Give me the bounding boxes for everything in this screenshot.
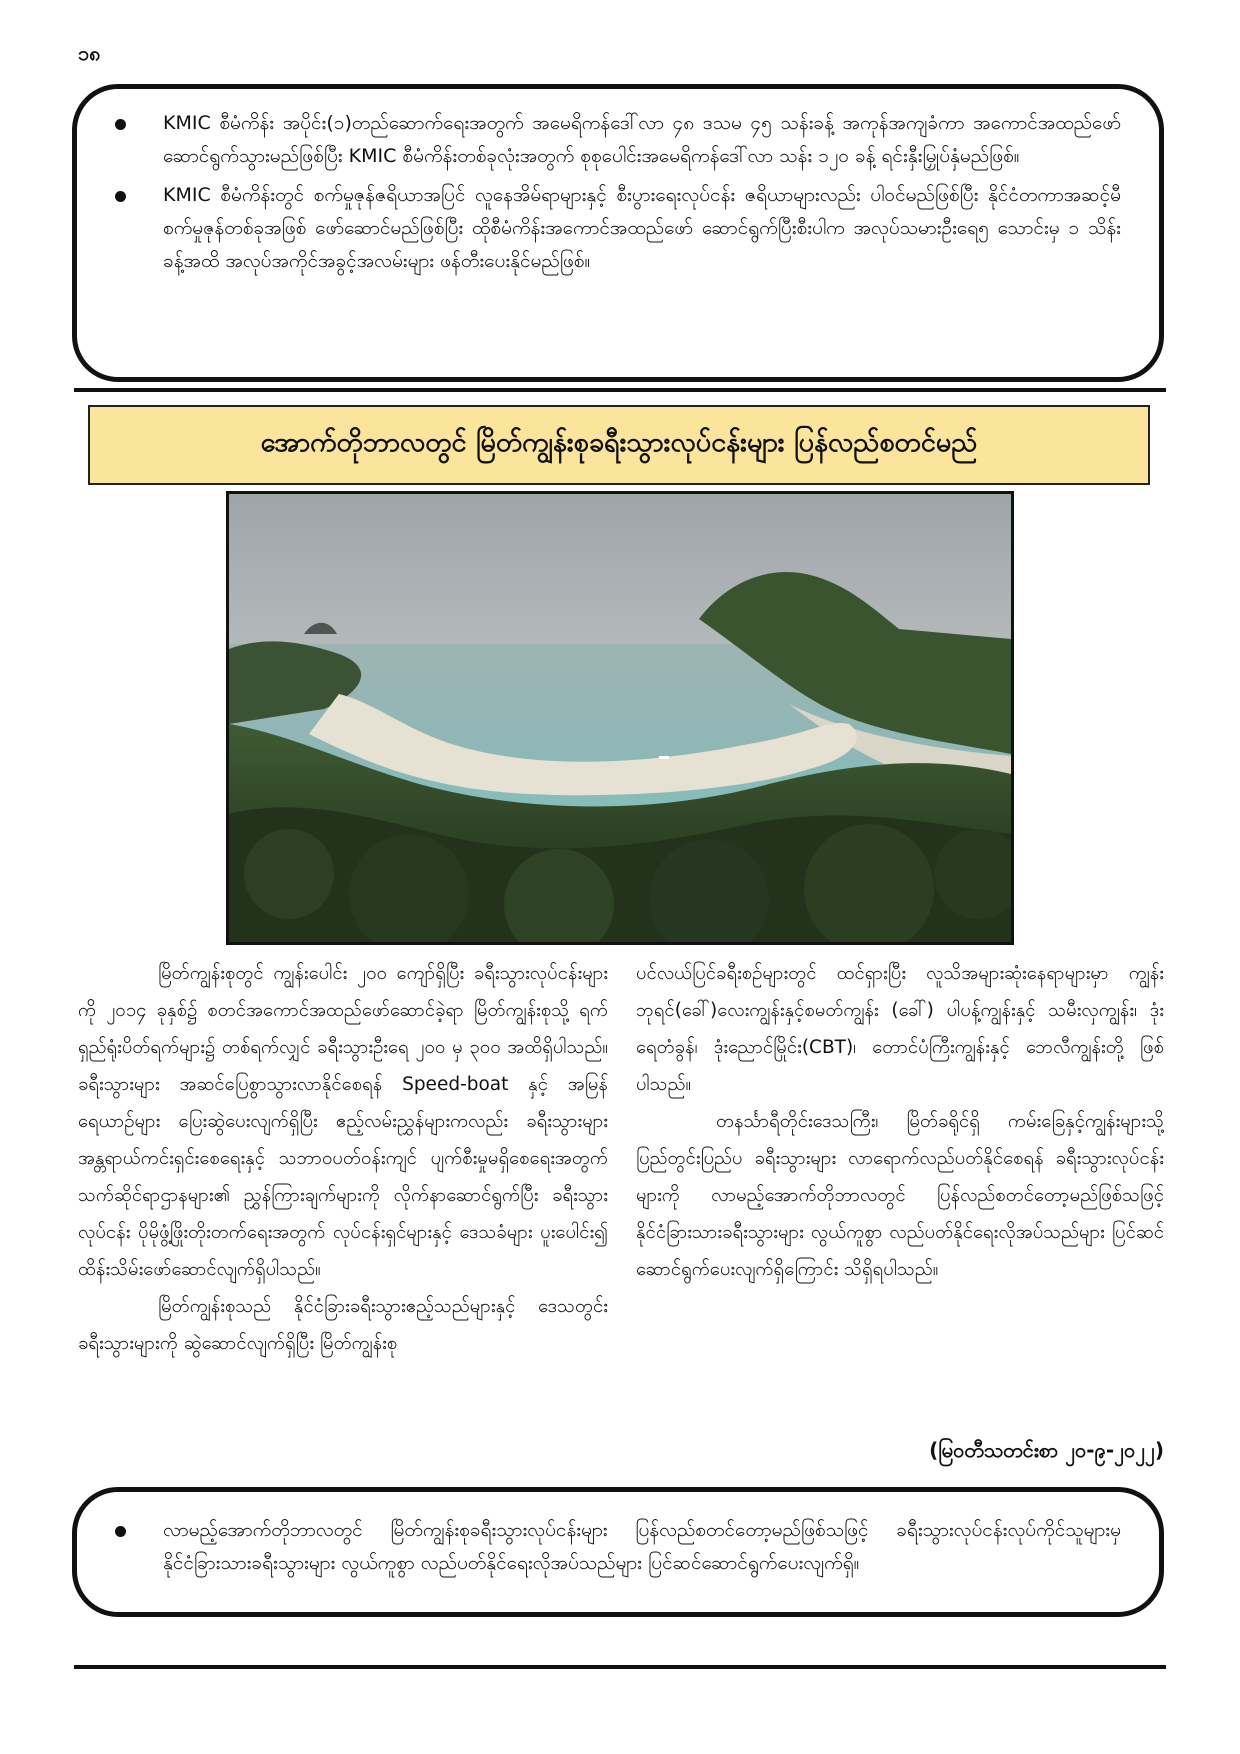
- summary-box-bottom: [72, 1487, 1164, 1617]
- article-paragraph: တနင်္သာရီတိုင်းဒေသကြီး၊ မြိတ်ခရိုင်ရှိ ကမ်းခြေနှင့်ကျွန်းများသို့ ပြည်တွင်းပြည်ပ ခရီးသွားများ လာရောက်လည်ပတ်နိုင်စေရန် ခရီးသွားလုပ်ငန်းများကို လာမည့်အောက်တိုဘာလတွင် ပြန်လည်စတင်တော့မည်ဖြစ်သဖြင့် နိုင်ငံခြားသားခရီးသွားများ လွယ်ကူစွာ လည်ပတ်နိုင်ရေးလိုအပ်သည်များ ပြင်ဆင်ဆောင်ရွက်ပေးလျက်ရှိကြောင်း သိရှိရပါသည်။: [636, 1111, 1164, 1280]
- article-column-right: [636, 955, 1164, 1288]
- bullet-dot-icon: [115, 119, 126, 130]
- article-paragraph: မြိတ်ကျွန်းစုသည် နိုင်ငံခြားခရီးသွားဧည့်သည်များနှင့် ဒေသတွင်းခရီးသွားများကို ဆွဲဆောင်လျက်ရှိပြီး မြိတ်ကျွန်းစု: [78, 1296, 608, 1354]
- bay-photo: [226, 491, 1014, 945]
- section-divider: [74, 388, 1166, 392]
- summary-bullet: [111, 1514, 1121, 1580]
- bullet-dot-icon: [115, 1526, 126, 1537]
- summary-bullet: [111, 179, 1121, 278]
- article-paragraph: မြိတ်ကျွန်းစုတွင် ကျွန်းပေါင်း ၂၀၀ ကျော်ရှိပြီး ခရီးသွားလုပ်ငန်းများကို ၂၀၁၄ ခုနှစ်၌ စတင်အကောင်အထည်ဖော်ဆောင်ခဲ့ရာ မြိတ်ကျွန်းစုသို့ ရက်ရှည်ရုံးပိတ်ရက်များ၌ တစ်ရက်လျှင် ခရီးသွားဦးရေ ၂၀၀ မှ ၃၀၀ အထိရှိပါသည်။ ခရီးသွားများ အဆင်ပြေစွာသွားလာနိုင်စေရန် Speed-boat နှင့် အမြန်ရေယာဉ်များ ပြေးဆွဲပေးလျက်ရှိပြီး ဧည့်လမ်းညွှန်များကလည်း ခရီးသွားများ အန္တရာယ်ကင်းရှင်းစေရေးနှင့် သဘာဝပတ်ဝန်းကျင် ပျက်စီးမှုမရှိစေရေးအတွက် သက်ဆိုင်ရာဌာနများ၏ ညွှန်ကြားချက်များကို လိုက်နာဆောင်ရွက်ပြီး ခရီးသွားလုပ်ငန်း ပိုမိုဖွံ့ဖြိုးတိုးတက်ရေးအတွက် လုပ်ငန်းရှင်များနှင့် ဒေသခံများ ပူးပေါင်း၍ ထိန်းသိမ်းဖော်ဆောင်လျက်ရှိပါသည်။: [78, 963, 608, 1280]
- article-headline: အောက်တိုဘာလတွင် မြိတ်ကျွန်းစုခရီးသွားလုပ်ငန်းများ ပြန်လည်စတင်မည်: [88, 405, 1150, 485]
- summary-bullet-text: လာမည့်အောက်တိုဘာလတွင် မြိတ်ကျွန်းစုခရီးသွားလုပ်ငန်းများ ပြန်လည်စတင်တော့မည်ဖြစ်သဖြင့် ခရီးသွားလုပ်ငန်းလုပ်ကိုင်သူများမှ နိုင်ငံခြားသားခရီးသွားများ လွယ်ကူစွာ လည်ပတ်နိုင်ရေးလိုအပ်သည်များ ပြင်ဆင်ဆောင်ရွက်ပေးလျက်ရှိ။: [163, 1519, 1121, 1574]
- summary-bullet-text: KMIC စီမံကိန်းတွင် စက်မှုဇုန်ဇရိယာအပြင် လူနေအိမ်ရာများနှင့် စီးပွားရေးလုပ်ငန်း ဇရိယာများလည်း ပါဝင်မည်ဖြစ်ပြီး နိုင်ငံတကာအဆင့်မီ စက်မှုဇုန်တစ်ခုအဖြစ် ဖော်ဆောင်မည်ဖြစ်ပြီး ထိုစီမံကိန်းအကောင်အထည်ဖော် ဆောင်ရွက်ပြီးစီးပါက အလုပ်သမားဦးရေ၅ သောင်းမှ ၁ သိန်းခန့်အထိ အလုပ်အကိုင်အခွင့်အလမ်းများ ဖန်တီးပေးနိုင်မည်ဖြစ်။: [163, 184, 1121, 272]
- bay-landscape-image: [229, 494, 1011, 942]
- bullet-dot-icon: [115, 191, 126, 202]
- summary-box-top: [72, 84, 1164, 382]
- source-citation: (မြဝတီသတင်းစာ ၂၀-၉-၂၀၂၂): [929, 1438, 1164, 1462]
- section-divider: [74, 1665, 1166, 1669]
- summary-bullet: [111, 107, 1121, 173]
- summary-bullet-text: KMIC စီမံကိန်း အပိုင်း(၁)တည်ဆောက်ရေးအတွက် အမေရိကန်ဒေါ်လာ ၄၈ ဒသမ ၄၅ သန်းခန့် အကုန်အကျခံကာ အကောင်အထည်ဖော် ဆောင်ရွက်သွားမည်ဖြစ်ပြီး KMIC စီမံကိန်းတစ်ခုလုံးအတွက် စုစုပေါင်းအမေရိကန်ဒေါ်လာ သန်း ၁၂၀ ခန့် ရင်းနှီးမြှုပ်နှံမည်ဖြစ်။: [163, 112, 1121, 167]
- article-paragraph: ပင်လယ်ပြင်ခရီးစဉ်များတွင် ထင်ရှားပြီး လူသိအများဆုံးနေရာများမှာ ကျွန်းဘုရင်(ခေါ်)လေးကျွန်းနှင့်စမတ်ကျွန်း (ခေါ်) ပါပန့်ကျွန်းနှင့် သမီးလှကျွန်း၊ ဒုံးရေတံခွန်၊ ဒုံးညောင်မြိုင်း(CBT)၊ တောင်ပံကြီးကျွန်းနှင့် ဘေလီကျွန်းတို့ ဖြစ်ပါသည်။: [636, 963, 1164, 1095]
- page-number: ၁၈: [78, 41, 101, 65]
- article-column-left: [78, 955, 608, 1362]
